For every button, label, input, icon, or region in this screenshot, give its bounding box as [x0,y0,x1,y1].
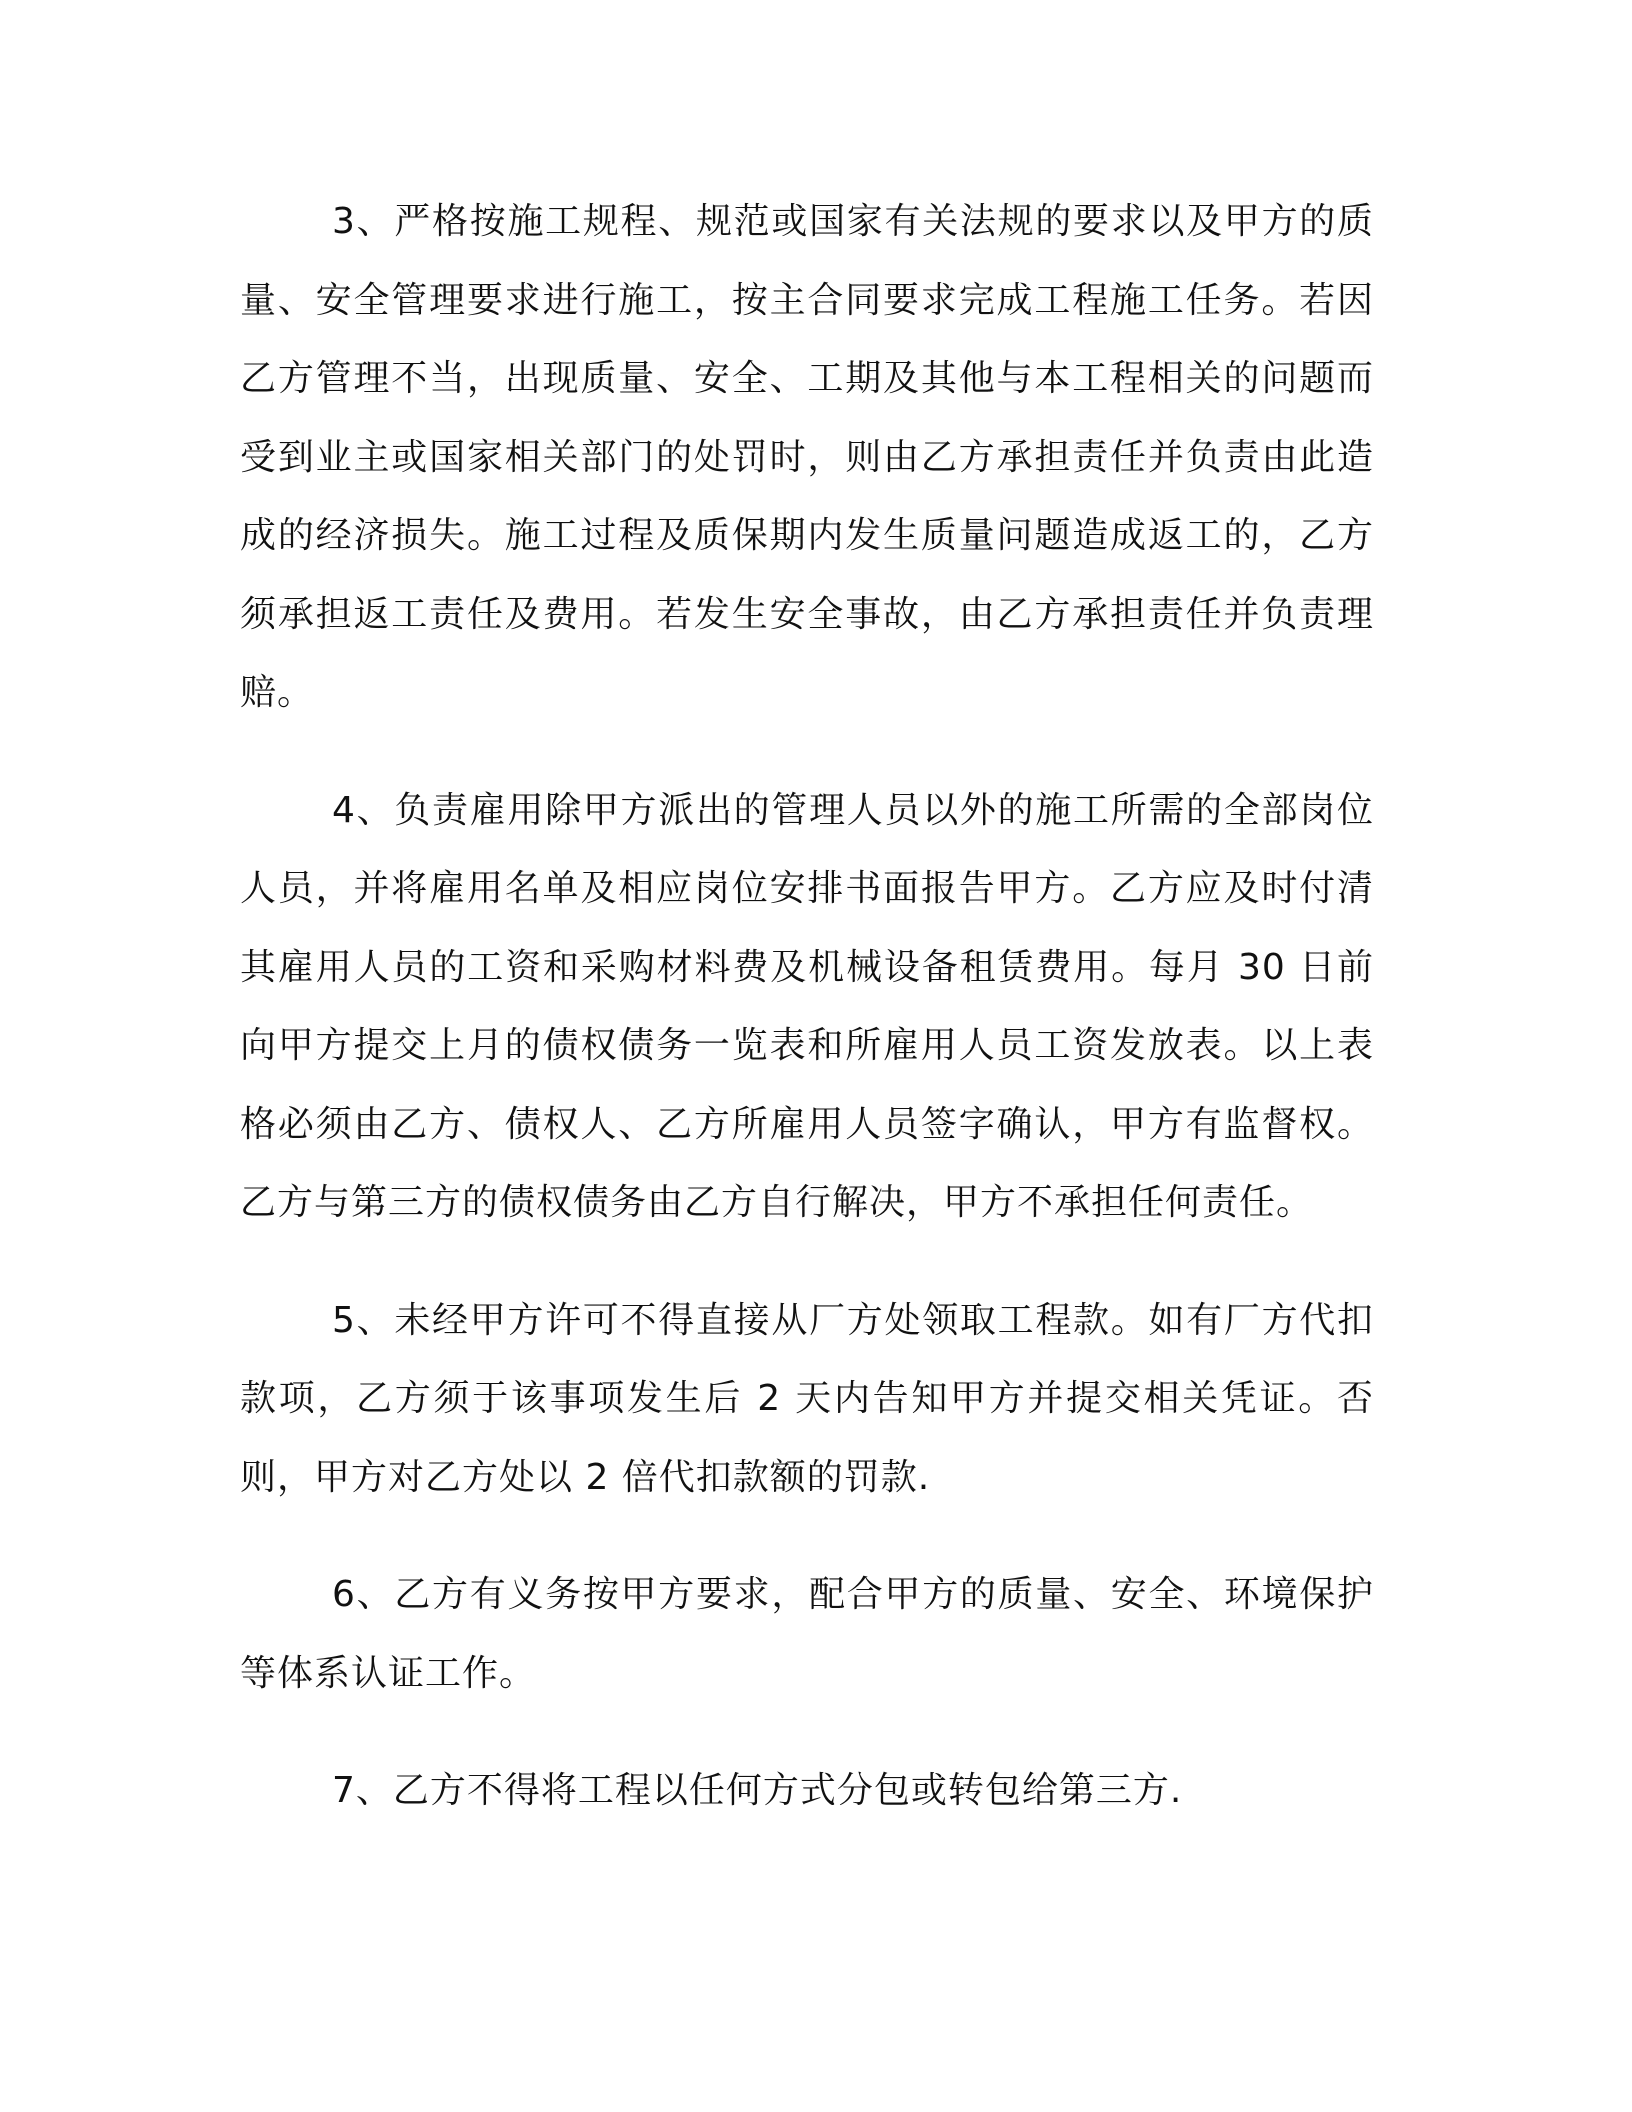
clause-3-paragraph: 3、严格按施工规程、规范或国家有关法规的要求以及甲方的质量、安全管理要求进行施工，按主合同要求完成工程施工任务。若因乙方管理不当，出现质量、安全、工期及其他与本工程相关的问题而受到业主或国家相关部门的处罚时，则由乙方承担责任并负责由此造成的经济损失。施工过程及质保期内发生质量问题造成返工的，乙方须承担返工责任及费用。若发生安全事故，由乙方承担责任并负责理赔。 [240,201,1374,713]
clause-4-paragraph: 4、负责雇用除甲方派出的管理人员以外的施工所需的全部岗位人员，并将雇用名单及相应岗位安排书面报告甲方。乙方应及时付清其雇用人员的工资和采购材料费及机械设备租赁费用。每月 30 日前向甲方提交上月的债权债务一览表和所雇用人员工资发放表。以上表格必须由乙方、债权人、乙方所雇用人员签字确认，甲方有监督权。乙方与第三方的债权债务由乙方自行解决，甲方不承担任何责任。 [240,789,1374,1223]
clause-5-paragraph: 5、未经甲方许可不得直接从厂方处领取工程款。如有厂方代扣款项，乙方须于该事项发生后 2 天内告知甲方并提交相关凭证。否则，甲方对乙方处以 2 倍代扣款额的罚款. [240,1299,1374,1498]
clause-7-paragraph: 7、乙方不得将工程以任何方式分包或转包给第三方. [332,1770,1183,1811]
document-body [240,183,1374,1870]
clause-6-paragraph: 6、乙方有义务按甲方要求，配合甲方的质量、安全、环境保护等体系认证工作。 [240,1574,1374,1694]
